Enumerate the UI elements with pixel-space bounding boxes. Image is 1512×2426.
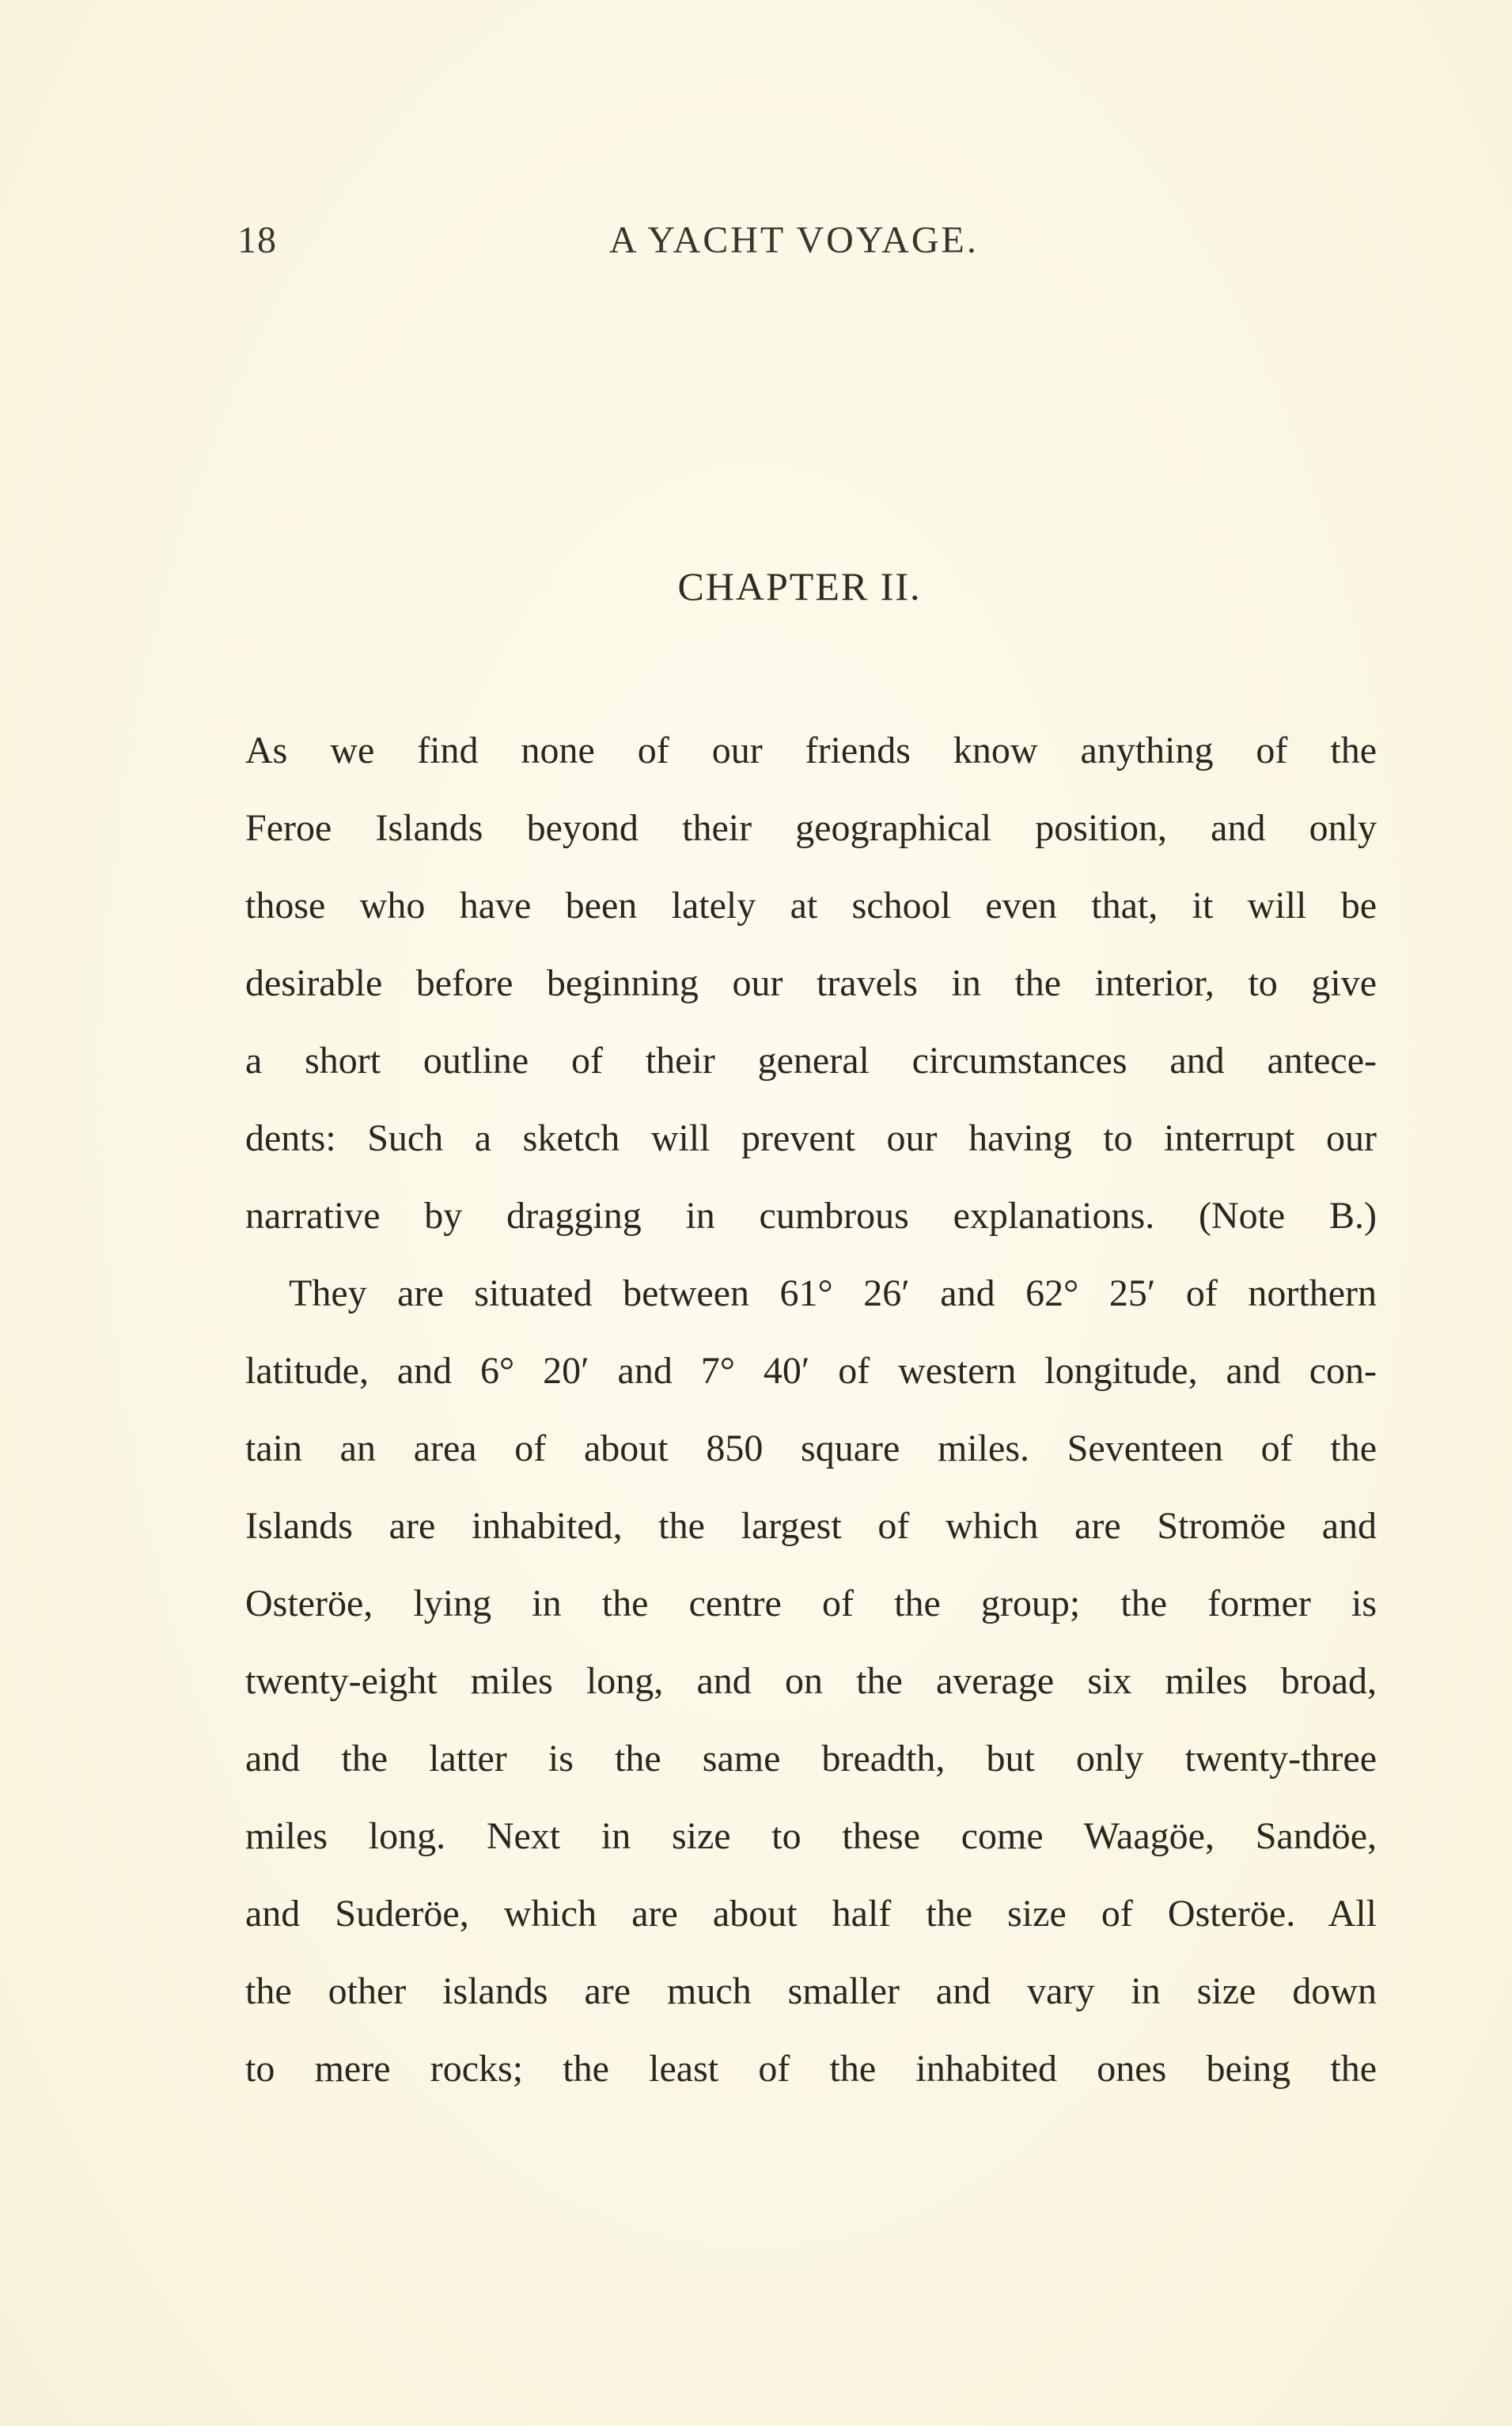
text-line: Islands are inhabited, the largest of which are Stromöe and — [245, 1505, 1377, 1547]
chapter-heading: CHAPTER II. — [677, 564, 922, 608]
text-line: narrative by dragging in cumbrous explanations. (Note B.) — [245, 1195, 1377, 1237]
text-line: twenty-eight miles long, and on the average six miles broad, — [245, 1660, 1377, 1702]
text-line: those who have been lately at school even that, it will be — [245, 885, 1377, 927]
text-line: desirable before beginning our travels in the interior, to give — [245, 962, 1377, 1004]
text-line: latitude, and 6° 20′ and 7° 40′ of western longitude, and con- — [245, 1350, 1377, 1392]
text-line: dents: Such a sketch will prevent our having to interrupt our — [245, 1117, 1377, 1159]
text-line: Feroe Islands beyond their geographical position, and only — [245, 807, 1377, 849]
text-line: and the latter is the same breadth, but only twenty-three — [245, 1738, 1377, 1780]
text-line: miles long. Next in size to these come Waagöe, Sandöe, — [245, 1815, 1377, 1857]
text-line: the other islands are much smaller and vary in size down — [245, 1970, 1377, 2012]
page-number: 18 — [237, 219, 277, 261]
text-line: tain an area of about 850 square miles. Seventeen of the — [245, 1427, 1377, 1469]
body-text — [245, 712, 1377, 2108]
text-line: a short outline of their general circumstances and antece- — [245, 1040, 1377, 1082]
text-line: Osteröe, lying in the centre of the group; the former is — [245, 1583, 1377, 1624]
running-title: A YACHT VOYAGE. — [609, 219, 979, 261]
text-line: to mere rocks; the least of the inhabited ones being the — [245, 2048, 1377, 2090]
text-line: They are situated between 61° 26′ and 62° 25′ of northern — [289, 1272, 1377, 1314]
page-header — [237, 218, 1385, 274]
text-line: As we find none of our friends know anything of the — [245, 730, 1377, 771]
text-line: and Suderöe, which are about half the size of Osteröe. All — [245, 1893, 1377, 1935]
